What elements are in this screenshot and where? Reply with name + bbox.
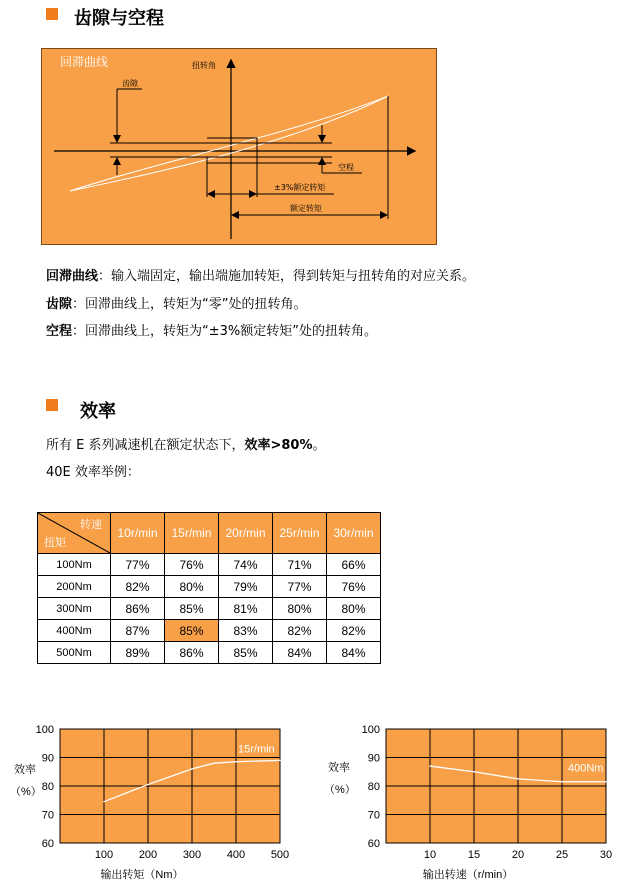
table-cell: 77% <box>273 576 327 598</box>
table-cell: 85% <box>165 598 219 620</box>
table-cell: 83% <box>219 620 273 642</box>
x-axis-label: 输出转速（r/min） <box>422 869 514 881</box>
x-tick-label: 200 <box>138 849 158 861</box>
row-header: 400Nm <box>38 620 111 642</box>
table-cell: 74% <box>219 554 273 576</box>
y-axis-unit: （%） <box>10 786 42 798</box>
data-point <box>213 763 214 764</box>
section-title-backlash: 齿隙与空程 <box>74 8 164 29</box>
table-cell: 76% <box>327 576 381 598</box>
table-cell: 79% <box>219 576 273 598</box>
column-header: 25r/min <box>273 513 327 554</box>
table-cell: 77% <box>111 554 165 576</box>
y-tick-label: 90 <box>367 752 380 765</box>
table-header-row <box>38 513 381 554</box>
definition-backlash: 齿隙：回滞曲线上，转矩为“零”处的扭转角。 <box>46 297 307 312</box>
x-tick-label: 30 <box>599 849 613 861</box>
section-marker <box>46 8 58 20</box>
data-point <box>147 784 148 785</box>
section-marker <box>46 399 58 411</box>
x-tick-label: 25 <box>555 849 569 861</box>
lostmotion-label: 空程 <box>338 163 354 172</box>
x-tick-label: 100 <box>94 849 114 861</box>
column-header: 15r/min <box>165 513 219 554</box>
diagram-box-label: 回滞曲线 <box>60 55 109 69</box>
data-point <box>605 781 606 782</box>
table-cell: 82% <box>273 620 327 642</box>
y-axis-unit: （%） <box>324 784 356 796</box>
efficiency-vs-speed-chart <box>320 715 630 887</box>
table-cell: 86% <box>165 642 219 664</box>
column-header: 20r/min <box>219 513 273 554</box>
y-tick-label: 100 <box>35 724 54 736</box>
column-header: 30r/min <box>327 513 381 554</box>
hysteresis-diagram <box>41 48 437 245</box>
row-header: 500Nm <box>38 642 111 664</box>
data-point <box>561 781 562 782</box>
x-tick-label: 20 <box>511 849 525 861</box>
twist-angle-label: 扭转角 <box>192 61 216 70</box>
y-axis-label: 效率 <box>328 762 350 774</box>
series-label: 15r/min <box>238 743 275 756</box>
x-tick-label: 500 <box>270 849 290 861</box>
table-cell: 84% <box>327 642 381 664</box>
table-cell: 82% <box>111 576 165 598</box>
row-header: 200Nm <box>38 576 111 598</box>
table-cell: 89% <box>111 642 165 664</box>
table-row <box>38 576 381 598</box>
y-tick-label: 100 <box>361 724 380 736</box>
table-row <box>38 620 381 642</box>
y-tick-label: 80 <box>367 781 380 793</box>
data-point <box>191 768 192 769</box>
table-cell: 85% <box>219 642 273 664</box>
series-label: 400Nm <box>568 762 604 775</box>
x-tick-label: 300 <box>182 849 202 861</box>
x-tick-label: 10 <box>423 849 437 861</box>
y-axis-label: 效率 <box>14 764 36 776</box>
table-cell: 80% <box>273 598 327 620</box>
table-corner-cell <box>38 513 111 554</box>
y-tick-label: 80 <box>41 781 54 793</box>
row-header: 100Nm <box>38 554 111 576</box>
x-tick-label: 400 <box>226 849 246 861</box>
table-row <box>38 642 381 664</box>
efficiency-table <box>37 512 381 664</box>
table-cell: 81% <box>219 598 273 620</box>
x-axis-label: 输出转矩（Nm） <box>100 869 184 881</box>
data-point <box>235 761 236 762</box>
table-cell: 80% <box>165 576 219 598</box>
definition-hysteresis: 回滞曲线：输入端固定，输出端施加转矩，得到转矩与扭转角的对应关系。 <box>46 269 476 284</box>
corner-speed-label: 转速 <box>80 519 102 531</box>
efficiency-statement: 所有 E 系列减速机在额定状态下，效率>80%。 <box>46 438 326 453</box>
table-cell: 84% <box>273 642 327 664</box>
y-tick-label: 70 <box>41 809 54 822</box>
y-tick-label: 90 <box>41 752 54 765</box>
table-row <box>38 598 381 620</box>
y-tick-label: 70 <box>367 809 380 822</box>
column-header: 10r/min <box>111 513 165 554</box>
table-cell: 76% <box>165 554 219 576</box>
table-row <box>38 554 381 576</box>
backlash-label: 齿隙 <box>122 79 138 88</box>
rated-torque-label: 额定转矩 <box>290 204 322 213</box>
table-cell: 66% <box>327 554 381 576</box>
table-cell-highlighted: 85% <box>165 620 219 642</box>
data-point <box>103 801 104 802</box>
definition-lostmotion: 空程：回滞曲线上，转矩为“±3%额定转矩”处的扭转角。 <box>46 324 378 339</box>
data-point <box>473 771 474 772</box>
table-cell: 87% <box>111 620 165 642</box>
y-tick-label: 60 <box>367 838 380 850</box>
data-point <box>429 765 430 766</box>
row-header: 300Nm <box>38 598 111 620</box>
efficiency-example-label: 40E 效率举例： <box>46 465 140 480</box>
table-cell: 82% <box>327 620 381 642</box>
table-cell: 71% <box>273 554 327 576</box>
efficiency-vs-torque-chart <box>0 715 300 887</box>
torque3-label: ±3%额定转矩 <box>274 183 326 192</box>
x-tick-label: 15 <box>467 849 481 861</box>
table-cell: 86% <box>111 598 165 620</box>
data-point <box>279 760 280 761</box>
data-point <box>517 778 518 779</box>
section-title-efficiency: 效率 <box>80 401 116 422</box>
y-tick-label: 60 <box>41 838 54 850</box>
hysteresis-svg <box>42 49 436 244</box>
table-cell: 80% <box>327 598 381 620</box>
corner-torque-label: 扭矩 <box>44 537 66 549</box>
